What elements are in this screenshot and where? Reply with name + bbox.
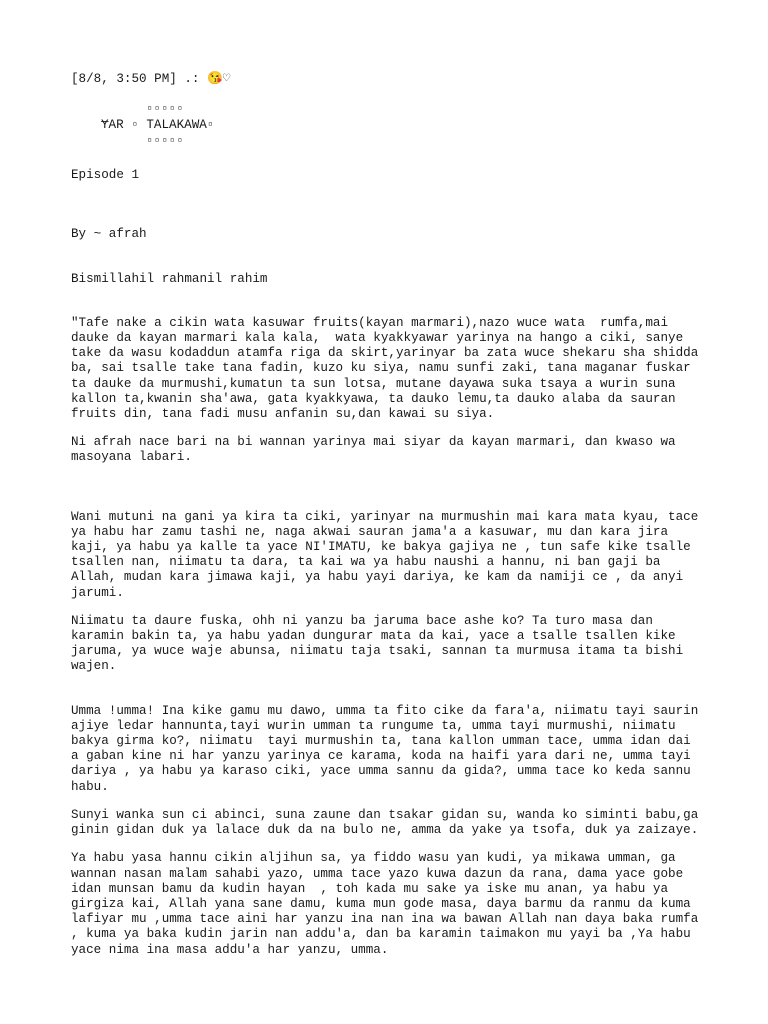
story-title: ɎAR ▫ TALAKAWA▫ — [101, 118, 215, 133]
title-decoration-top: ▫▫▫▫▫ — [146, 102, 184, 117]
story-paragraph: Ya habu yasa hannu cikin aljihun sa, ya fiddo wasu yan kudi, ya mikawa umman, ga wannan nasan malam sahabi yazo, umma tace yazo kuwa dazun da rana, dama yace gobe idan munsan bamu da kudin hayan , toh kada mu sake ya iske mu anan, ya habu ya girgiza kai, Allah yana sane damu, kuma mun gode masa, daya barmu da ranmu da kuma lafiyar mu ,umma tace aini har yanzu ina nan ina wa bawan Allah nan daya baka rumfa , kuma ya baka kudin jarin nan addu'a, dan ba karamin taimakon mu yayi ba ,Ya habu yace nima ina masa addu'a har yanzu, umma. — [71, 851, 699, 957]
story-paragraph: Niimatu ta daure fuska, ohh ni yanzu ba jaruma bace ashe ko? Ta turo masa dan karamin bakin ta, ya habu yadan dungurar mata da kai, yace a tsalle tsallen kike jaruma, ya wuce waje abunsa, niimatu taja tsaki, sannan ta murmusa itama ta bishi wajen. — [71, 613, 684, 674]
story-paragraph: Ni afrah nace bari na bi wannan yarinya mai siyar da kayan marmari, dan kwaso wa masoyana labari. — [71, 435, 676, 465]
story-paragraph: Wani mutuni na gani ya kira ta ciki, yarinyar na murmushin mai kara mata kyau, tace ya habu har zamu tashi ne, naga akwai sauran jama'a a kasuwar, mu dan kara jira kaji, ya habu ya kalle ta yace NI'IMATU, ke bakya gajiya ne , tun safe kike tsalle tsallen nan, niimatu ta dara, ta kai wa ya habu naushi a hannu, ni ban gaji ba Allah, mudan kara jimawa kaji, ya habu yayi dariya, ke kam da namiji ce , da anyi jarumi. — [71, 509, 699, 600]
author-byline: By ~ afrah — [71, 227, 147, 242]
message-timestamp: [8/8, 3:50 PM] .: 😘♡ — [71, 72, 231, 86]
episode-heading: Episode 1 — [71, 168, 140, 183]
document-page — [71, 72, 711, 958]
story-paragraph: "Tafe nake a cikin wata kasuwar fruits(kayan marmari),nazo wuce wata rumfa,mai dauke da kayan marmari kala kala, wata kyakkyawar yarinya na hango a ciki, sanye take da wasu kodaddun atamfa riga da skirt,yarinyar ba zata wuce shekaru sha shidda ba, sai tsalle take tana fadin, kuzo ku siya, namu sunfi zaki, tana maganar fuskar ta dauke da murmushi,kumatun ta sun lotsa, mutane dayawa suka tsaya a wurin suna kallon ta,kwanin sha'awa, gata kyakkyawa, ta dauko lemu,ta dauko alaba da sauran fruits din, tana fadi musu anfanin su,dan kawai su siya. — [71, 315, 699, 422]
story-title-block — [71, 101, 711, 149]
story-paragraph: Sunyi wanka sun ci abinci, suna zaune dan tsakar gidan su, wanda ko siminti babu,ga ginin gidan duk ya lalace duk da na bulo ne, amma da yake ya tsofa, duk ya zaizaye. — [71, 807, 699, 838]
opening-line: Bismillahil rahmanil rahim — [71, 271, 268, 286]
title-decoration-bottom: ▫▫▫▫▫ — [146, 134, 184, 149]
story-paragraph: Umma !umma! Ina kike gamu mu dawo, umma ta fito cike da fara'a, niimatu tayi saurin ajiye ledar hannunta,tayi wurin umman ta rungume ta, umma tayi murmushi, niimatu bakya girma ko?, niimatu tayi murmushin ta, tana kallon umman tace, umma idan dai a gaban kine ni har yanzu yarinya ce karama, koda na haifi yara dari ne, umma tayi dariya , ya habu ya karaso ciki, yace umma sannu da gida?, umma tace ko keda sannu habu. — [71, 703, 699, 794]
